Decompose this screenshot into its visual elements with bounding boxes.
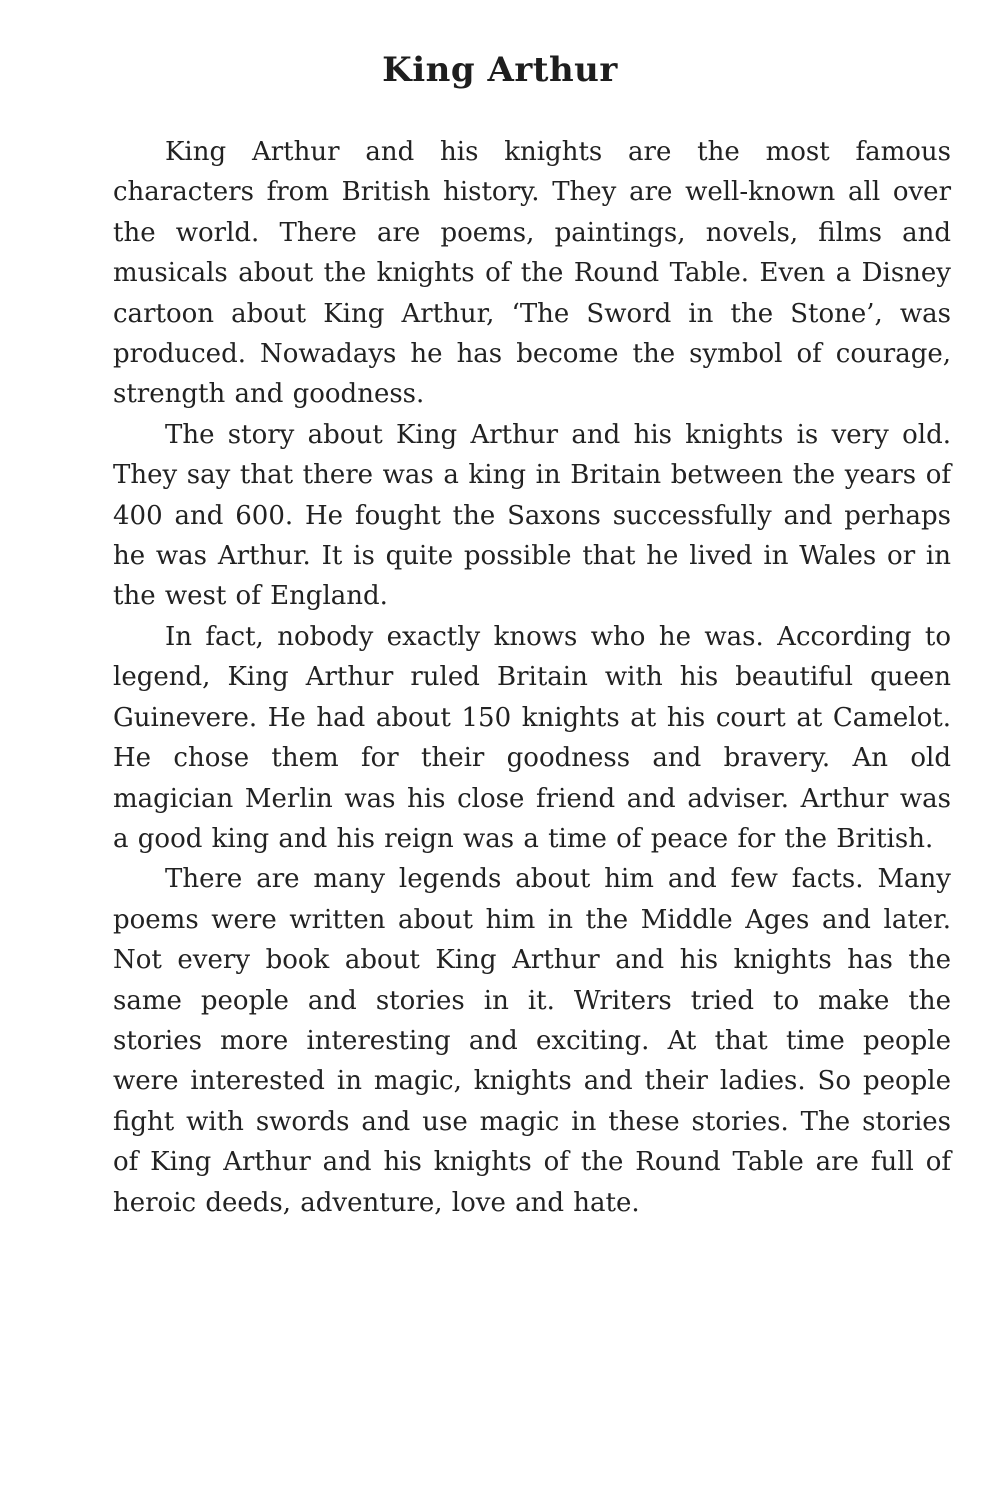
paragraph-3: In fact, nobody exactly knows who he was. According to legend, King Arthur ruled Britain with his beautiful queen Guinevere. He had about 150 knights at his court at Camelot. He chose them for their goodness and bravery. An old magician Merlin was his close friend and adviser. Arthur was a good king and his reign was a time of peace for the British. (113, 621, 951, 854)
paragraph-1: King Arthur and his knights are the most famous characters from British history. They are well-known all over the world. There are poems, paintings, novels, films and musicals about the knights of the Round Table. Even a Disney cartoon about King Arthur, ‘The Sword in the Stone’, was produced. Nowadays he has become the symbol of courage, strength and goodness. (113, 137, 951, 410)
paragraph-2: The story about King Arthur and his knights is very old. They say that there was a king in Britain between the years of 400 and 600. He fought the Saxons successfully and perhaps he was Arthur. It is quite possible that he lived in Wales or in the west of England. (113, 419, 951, 612)
article-body (113, 132, 951, 1223)
paragraph-4: There are many legends about him and few facts. Many poems were written about him in the Middle Ages and later. Not every book about King Arthur and his knights has the same people and stories in it. Writers tried to make the stories more interesting and exciting. At that time people were interested in magic, knights and their ladies. So people fight with swords and use magic in these stories. The stories of King Arthur and his knights of the Round Table are full of heroic deeds, adventure, love and hate. (113, 864, 951, 1218)
page-title: King Arthur (382, 50, 618, 90)
